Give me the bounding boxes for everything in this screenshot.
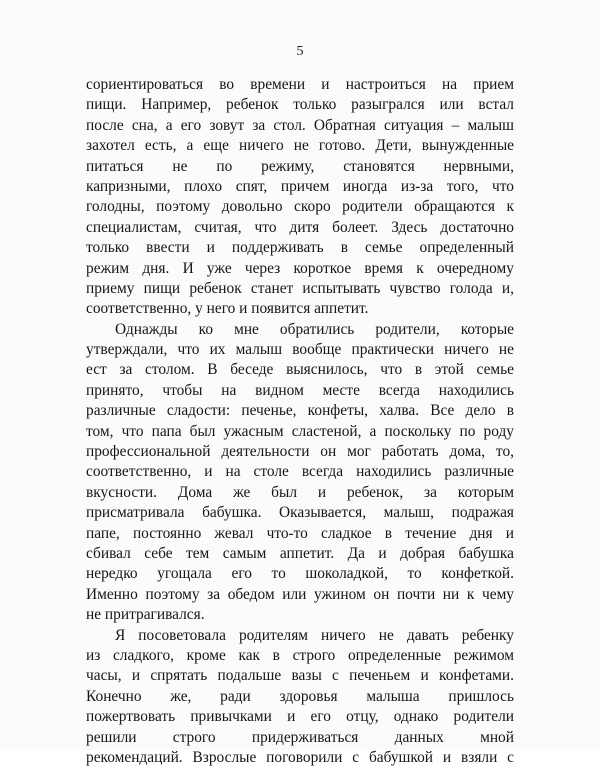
text-line: нередко угощала его то шоколадкой, то конфеткой.	[86, 565, 514, 583]
text-line: соответственно, у него и появится аппетит.	[86, 300, 369, 318]
text-line: ест за столом. В беседе выяснилось, что в этой семье	[86, 361, 514, 379]
text-line: соответственно, и на столе всегда находились различные	[86, 463, 514, 481]
text-line: принято, чтобы на видном месте всегда находились	[86, 381, 514, 399]
text-line: после сна, а его зовут за стол. Обратная ситуация – малыш	[86, 116, 514, 134]
text-line: рекомендаций. Взрослые поговорили с бабушкой и взяли с	[86, 748, 514, 766]
text-line: Я посоветовала родителям ничего не давать ребенку	[115, 626, 514, 644]
text-line: профессиональной деятельности он мог работать дома, то,	[86, 443, 514, 461]
text-line: Однажды ко мне обратились родители, которые	[115, 320, 514, 338]
text-line: различные сладости: печенье, конфеты, халва. Все дело в	[86, 402, 514, 420]
paragraph-1	[86, 75, 514, 320]
text-line: голодны, поэтому довольно скоро родители обращаются к	[86, 198, 514, 216]
text-line: вкусности. Дома же был и ребенок, за которым	[86, 483, 514, 501]
page-number: 5	[296, 44, 304, 59]
text-line: приему пищи ребенок станет испытывать чувство голода и,	[86, 279, 514, 297]
text-line: не притрагивался.	[86, 606, 205, 624]
text-line: пищи. Например, ребенок только разыгрался или встал	[86, 96, 514, 114]
text-line: сориентироваться во времени и настроиться на прием	[86, 76, 514, 93]
text-line: присматривала бабушка. Оказывается, малыш, подражая	[86, 504, 514, 522]
text-line: папе, постоянно жевал что-то сладкое в течение дня и	[86, 524, 514, 542]
paragraph-2	[86, 320, 514, 626]
text-line: решили строго придерживаться данных мной	[86, 728, 514, 746]
text-line: Конечно же, ради здоровья малыша пришлось	[86, 687, 514, 705]
text-line: пожертвовать привычками и его отцу, однако родители	[86, 708, 514, 726]
text-line: режим дня. И уже через короткое время к очередному	[86, 259, 514, 277]
text-line: из сладкого, кроме как в строго определенные режимом	[86, 646, 514, 664]
paragraph-3	[86, 626, 514, 768]
text-line: утверждали, что их малыш вообще практически ничего не	[86, 341, 514, 359]
text-line: питаться не по режиму, становятся нервными,	[86, 157, 514, 175]
text-line: том, что папа был ужасным сластеной, а поскольку по роду	[86, 422, 514, 440]
text-line: часы, и спрятать подальше вазы с печеньем и конфетами.	[86, 667, 514, 685]
text-line: захотел есть, а еще ничего не готово. Дети, вынужденные	[86, 137, 514, 155]
text-line: капризными, плохо спят, причем иногда из-за того, что	[86, 177, 514, 195]
text-line: только ввести и поддерживать в семье определенный	[86, 239, 514, 257]
text-line: сбивал себе тем самым аппетит. Да и добрая бабушка	[86, 544, 514, 562]
body-text	[86, 75, 514, 768]
text-line: специалистам, считая, что дитя болеет. Здесь достаточно	[86, 218, 514, 236]
text-line: Именно поэтому за обедом или ужином он почти ни к чему	[86, 585, 514, 603]
